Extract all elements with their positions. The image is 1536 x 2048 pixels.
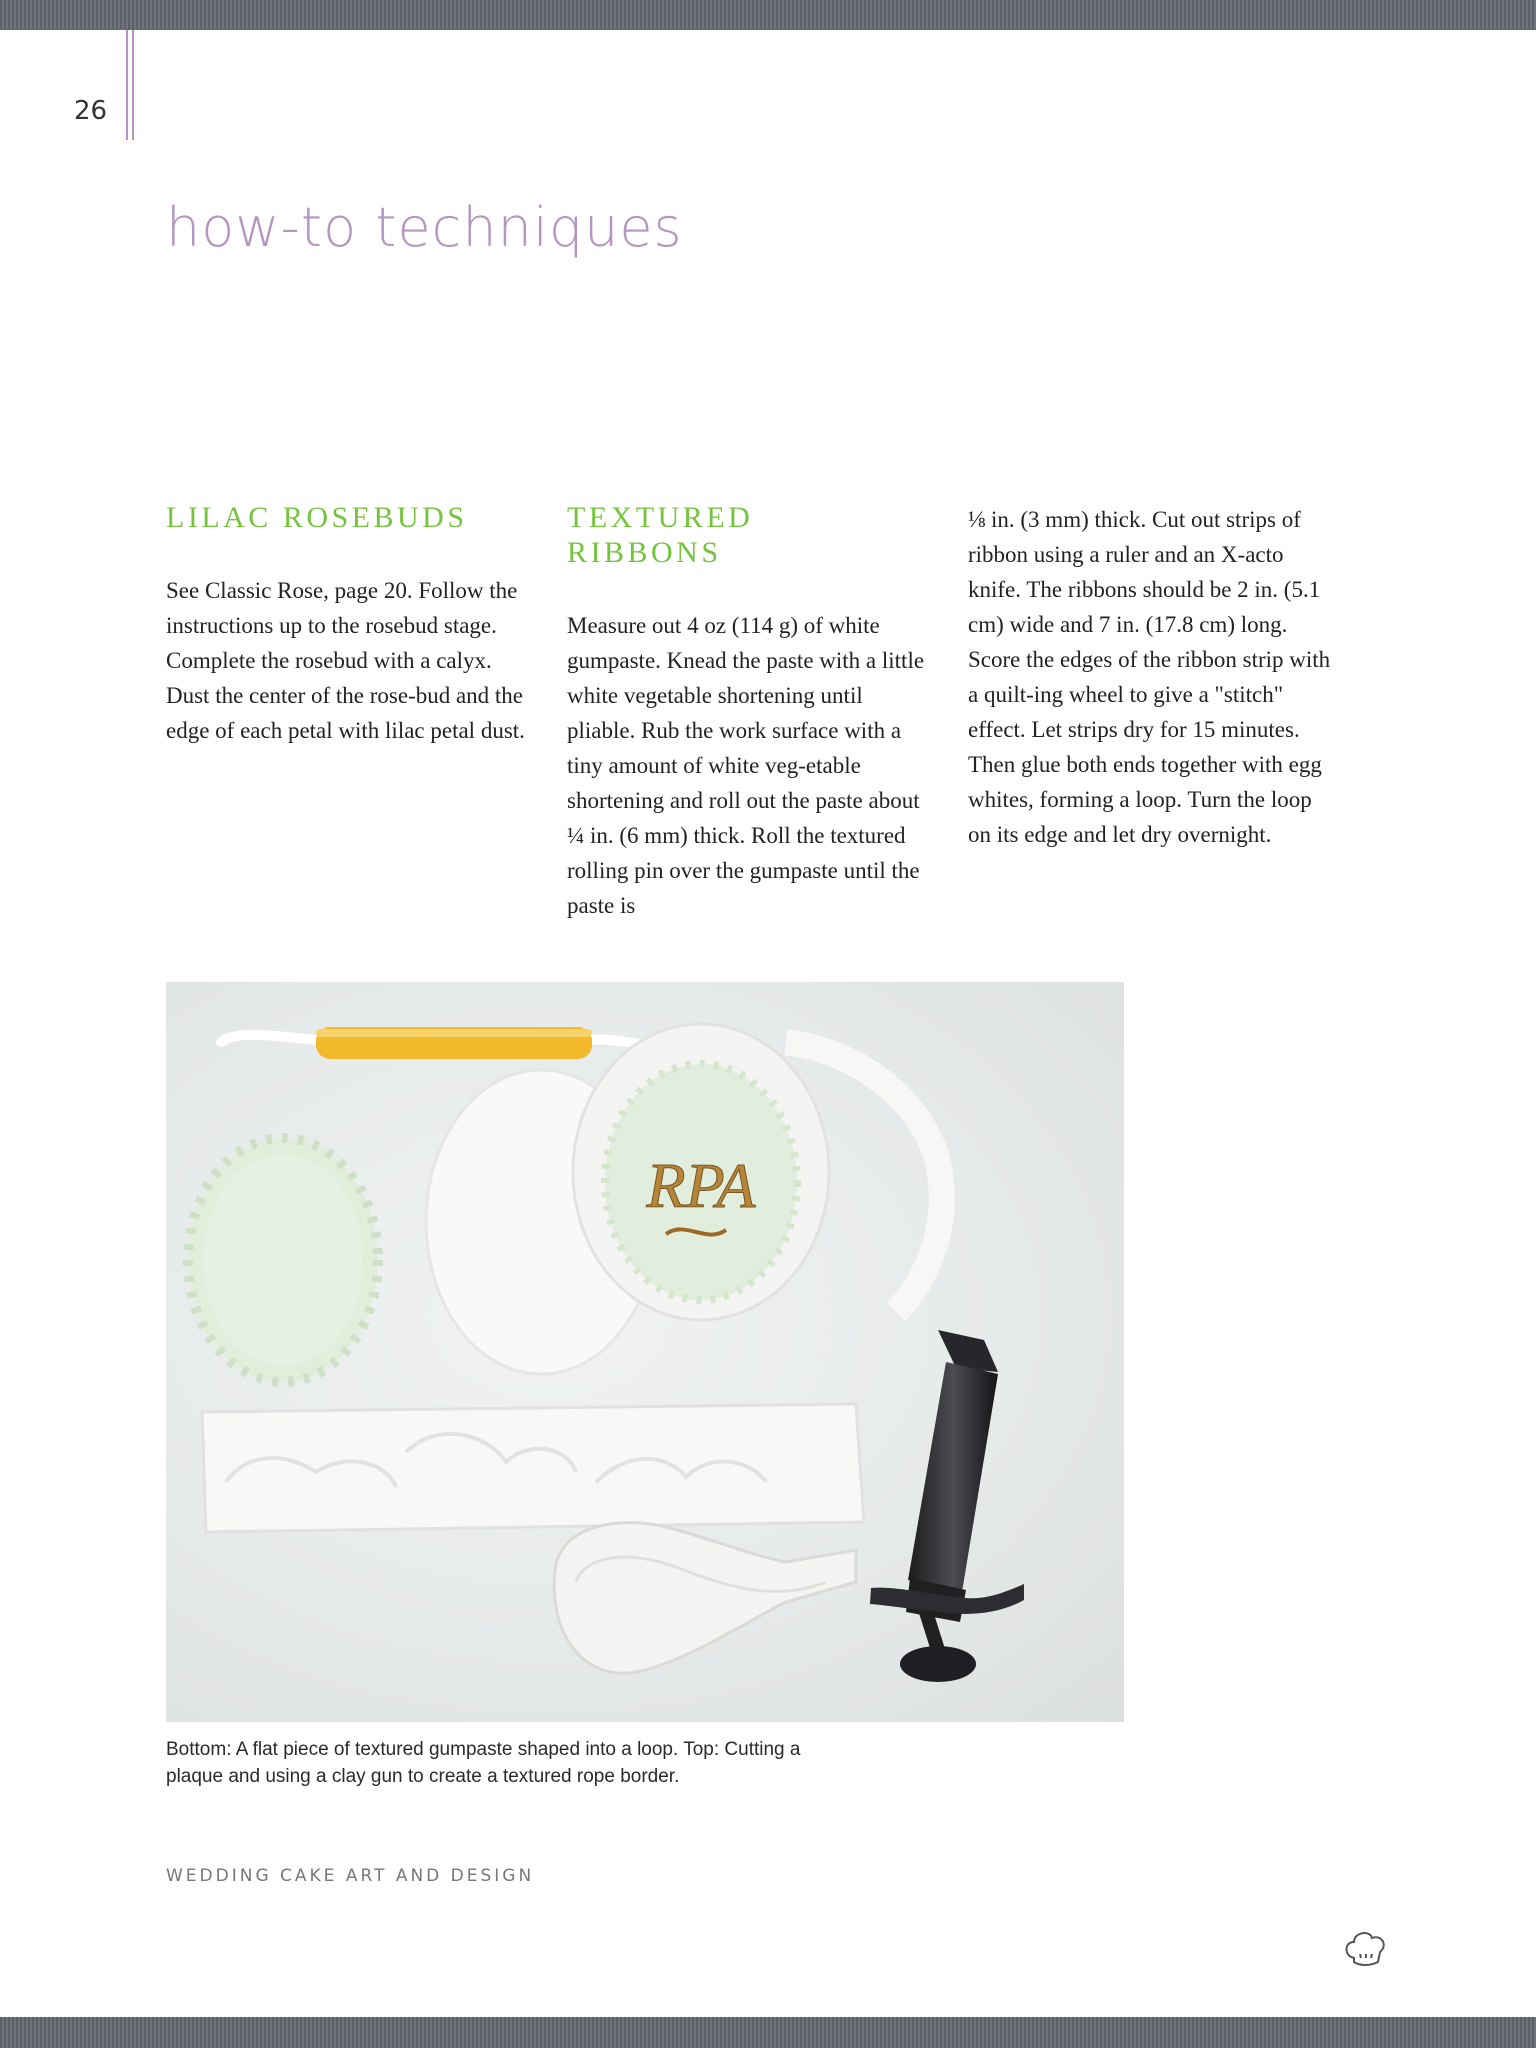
footer-book-title: WEDDING CAKE ART AND DESIGN xyxy=(166,1866,535,1886)
section-title: how-to techniques xyxy=(166,196,683,259)
lilac-rosebuds-text: See Classic Rose, page 20. Follow the instructions up to the rosebud stage. Complete the rosebud with a calyx. Dust the center of the rose-bud and the edge of each petal with lilac petal dust. xyxy=(166,578,525,743)
header-rule-right xyxy=(132,30,134,140)
lilac-rosebuds-heading: LILAC ROSEBUDS xyxy=(166,501,468,534)
textured-ribbon-strip xyxy=(202,1404,864,1532)
scalloped-plaque xyxy=(188,1138,378,1382)
modeling-tool xyxy=(221,1027,661,1059)
monogram-plaque xyxy=(573,1024,942,1320)
bottom-border-bar xyxy=(0,2017,1536,2048)
textured-ribbons-heading: TEXTURED RIBBONS xyxy=(567,501,754,569)
chef-hat-icon xyxy=(1340,1924,1390,1974)
photo-caption: Bottom: A flat piece of textured gumpaste shaped into a loop. Top: Cutting a plaque and using a clay gun to create a textured rope border. xyxy=(166,1739,801,1787)
page-number: 26 xyxy=(74,96,108,126)
textured-ribbons-text-continued: ⅛ in. (3 mm) thick. Cut out strips of ribbon using a ruler and an X-acto knife. The ribbons should be 2 in. (5.1 cm) wide and 7 in. (17.8 cm) long. Score the edges of the ribbon strip with a quilt-ing wheel to give a "stitch" effect. Let strips dry for 15 minutes. Then glue both ends together with egg whites, forming a loop. Turn the loop on its edge and let dry overnight. xyxy=(968,507,1331,847)
ribbon-loop xyxy=(554,1523,856,1673)
header-rule-left xyxy=(126,30,128,140)
monogram-text: RPA xyxy=(646,1150,756,1221)
top-border-bar xyxy=(0,0,1536,30)
textured-ribbons-text: Measure out 4 oz (114 g) of white gumpaste. Knead the paste with a little white vegetable shortening until pliable. Rub the work surface with a tiny amount of white veg-etable shortening and roll out the paste about ¼ in. (6 mm) thick. Roll the textured rolling pin over the gumpaste until the paste is xyxy=(567,613,925,918)
gumpaste-photo xyxy=(166,982,1124,1722)
clay-gun xyxy=(870,1330,1024,1682)
